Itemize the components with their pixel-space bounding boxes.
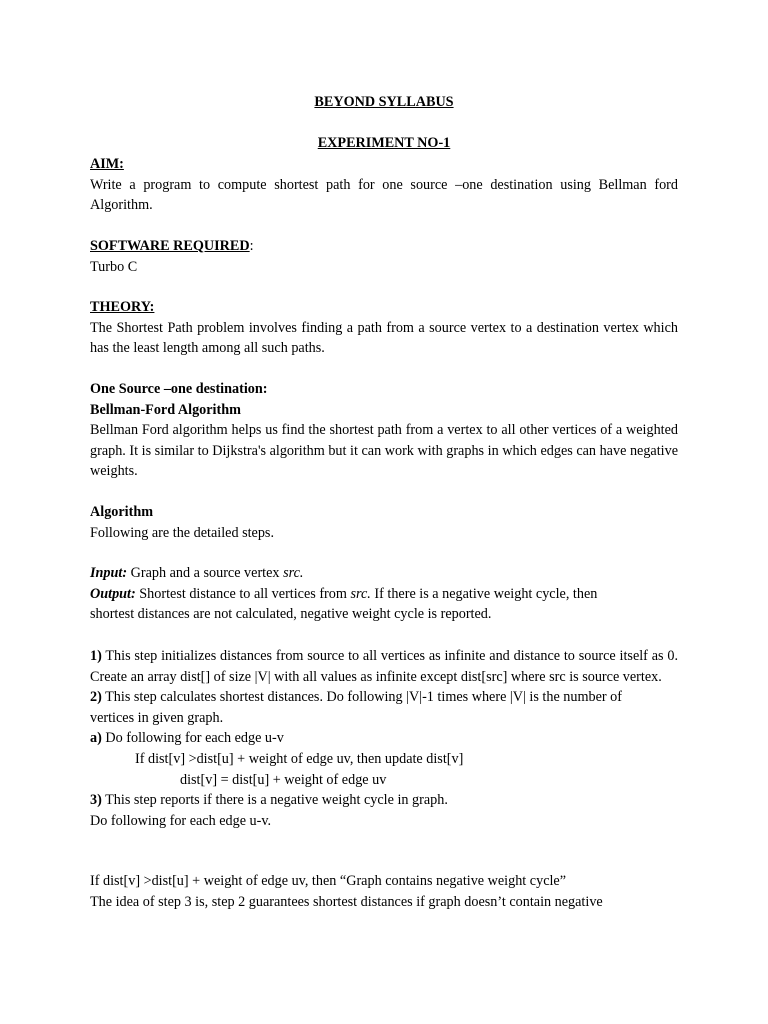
output-text-1: Shortest distance to all vertices from: [135, 585, 351, 602]
algorithm-section: [90, 502, 678, 543]
aim-section: [90, 154, 678, 216]
input-label: Input:: [90, 565, 128, 581]
software-colon: :: [249, 238, 254, 254]
output-label: Output:: [90, 585, 136, 602]
algorithm-heading: Algorithm: [90, 504, 154, 520]
closing-section: [90, 871, 678, 912]
step-2: [90, 687, 662, 728]
step-a-text: Do following for each edge u-v: [101, 730, 284, 747]
bellman-title: Bellman-Ford Algorithm: [90, 401, 241, 418]
output-line: [90, 584, 630, 625]
input-text: Graph and a source vertex: [127, 565, 284, 581]
software-heading: SOFTWARE REQUIRED: [90, 238, 250, 254]
io-section: [90, 563, 678, 625]
step-2-label: 2): [90, 689, 102, 706]
theory-section: [90, 297, 678, 359]
software-text: Turbo C: [90, 258, 138, 275]
aim-heading: AIM:: [90, 156, 124, 172]
algorithm-intro: Following are the detailed steps.: [90, 524, 275, 541]
step-a-label: a): [90, 730, 102, 747]
software-section: [90, 236, 678, 277]
update-line: dist[v] = dist[u] + weight of edge uv: [180, 771, 387, 788]
output-var: src.: [350, 585, 371, 602]
theory-text: The Shortest Path problem involves finding a path from a source vertex to a destination vertex which has the least length among all such paths.: [90, 319, 678, 357]
step-1-text: This step initializes distances from source to all vertices as infinite and distance to source itself as 0. Create an array dist[] of size |V| with all values as infinite except dist[src] where src is source vertex.: [90, 648, 678, 685]
step-3-label: 3): [90, 792, 102, 809]
experiment-heading: EXPERIMENT NO-1: [317, 135, 451, 151]
bellman-subheading: One Source –one destination:: [90, 381, 268, 397]
input-line: [90, 563, 678, 584]
software-heading-line: [90, 236, 678, 257]
step-1: [90, 646, 678, 687]
negative-cycle-line: If dist[v] >dist[u] + weight of edge uv, then “Graph contains negative weight cycle”: [90, 873, 567, 889]
step-1-label: 1): [90, 648, 102, 664]
step-3: [90, 790, 678, 811]
bellman-text: Bellman Ford algorithm helps us find the shortest path from a vertex to all other vertices of a weighted graph. It is similar to Dijkstra's algorithm but it can work with graphs in which edges can have negative weights.: [90, 422, 678, 480]
input-var: src.: [283, 565, 304, 581]
page-title: BEYOND SYLLABUS: [314, 94, 454, 110]
steps-section: [90, 646, 678, 831]
aim-text: Write a program to compute shortest path for one source –one destination using Bellman ford Algorithm.: [90, 176, 678, 214]
step-3-text: This step reports if there is a negative weight cycle in graph.: [101, 792, 448, 809]
step-a: [90, 728, 678, 749]
condition-line: If dist[v] >dist[u] + weight of edge uv, then update dist[v]: [135, 750, 464, 767]
idea-line: The idea of step 3 is, step 2 guarantees shortest distances if graph doesn’t contain negative: [90, 893, 603, 910]
bellman-section: [90, 379, 678, 482]
step-2-text: This step calculates shortest distances. Do following |V|-1 times where |V| is the number of vertices in given graph.: [90, 689, 622, 726]
output-text-2: If there is a negative weight cycle, then shortest distances are not calculated, negative weight cycle is reported.: [90, 585, 598, 623]
theory-heading: THEORY:: [90, 299, 155, 315]
step-3-follow: Do following for each edge u-v.: [90, 812, 272, 829]
